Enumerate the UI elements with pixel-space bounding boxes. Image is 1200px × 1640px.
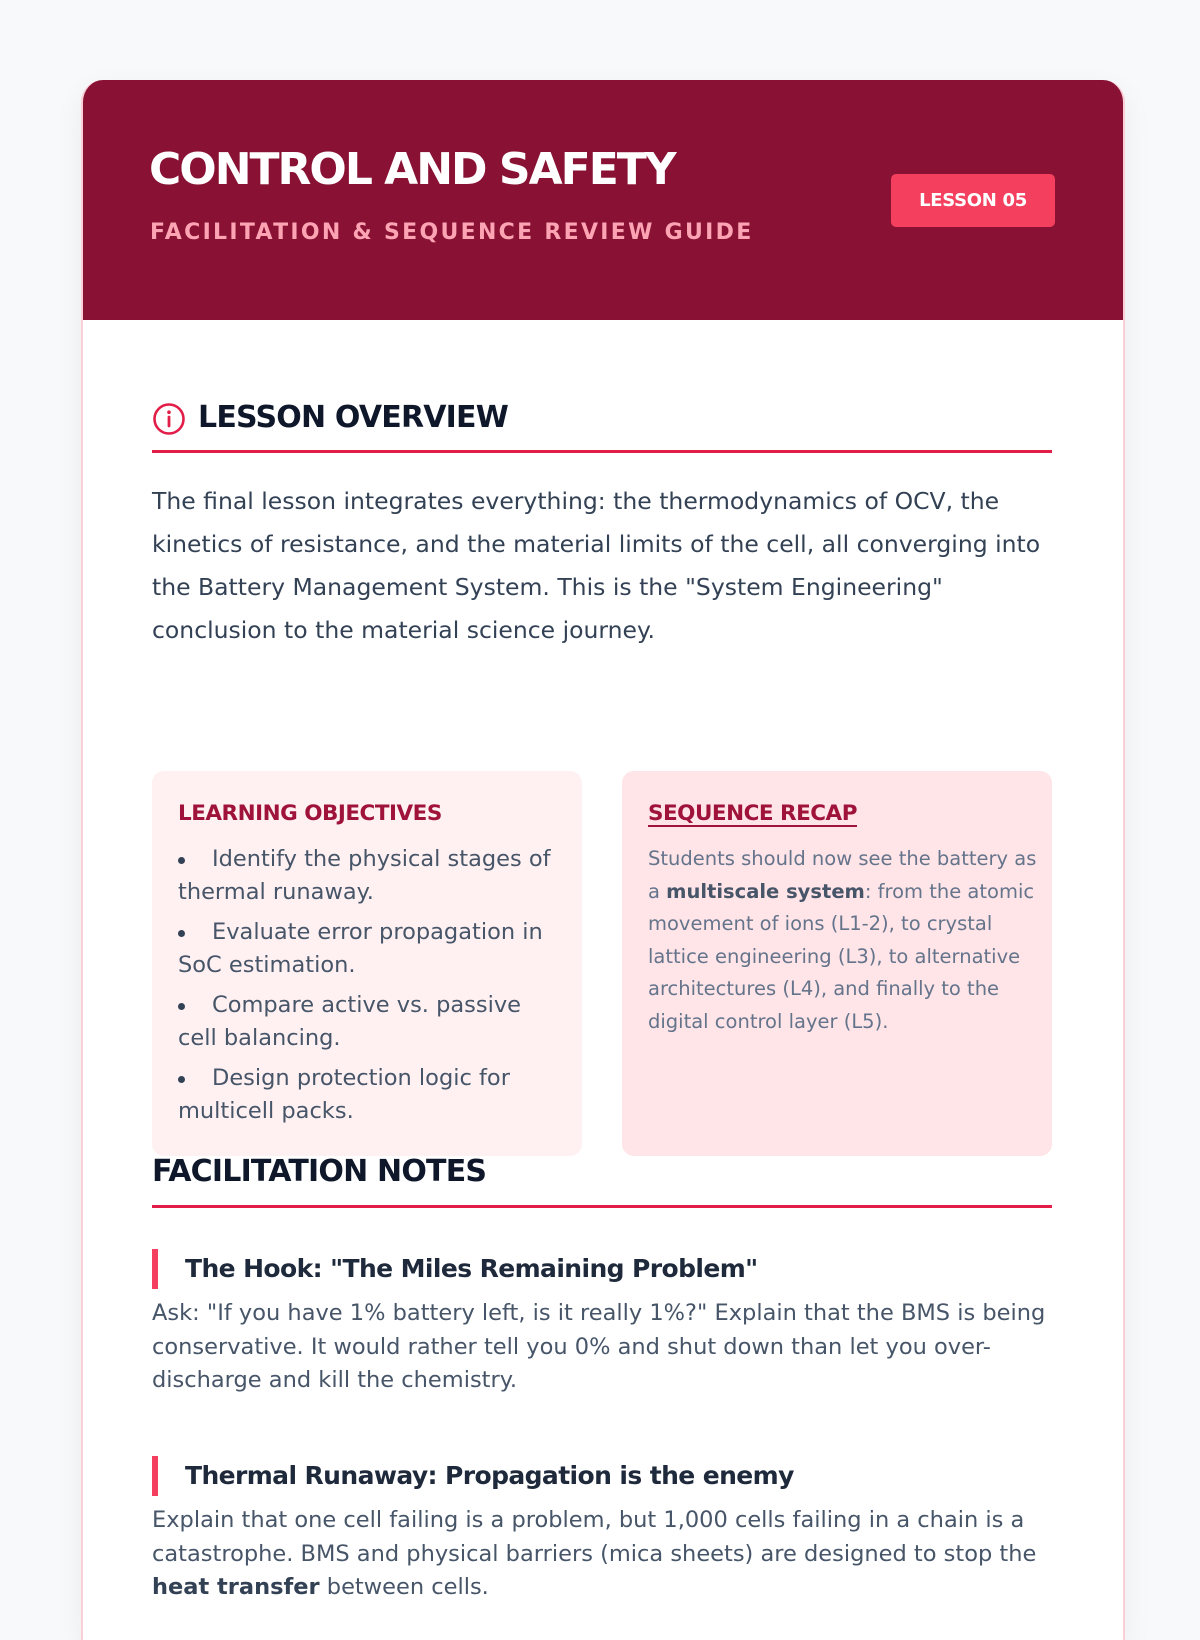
lesson-guide-card — [81, 80, 1125, 1640]
facilitation-section-header — [152, 1145, 1052, 1208]
learning-objectives-list — [178, 843, 558, 1135]
note-emphasis: heat transfer — [152, 1574, 320, 1600]
sequence-recap-title: SEQUENCE RECAP — [648, 801, 857, 826]
facilitation-note — [152, 1249, 1052, 1398]
recap-emphasis: multiscale system — [666, 879, 865, 903]
note-text: Ask: "If you have 1% battery left, is it really 1%?" Explain that the BMS is being conservative. It would rather tell you 0% and shut down than let you over-discharge and kill the chemistry. — [152, 1300, 1046, 1393]
note-title: The Hook: "The Miles Remaining Problem" — [185, 1254, 758, 1283]
sequence-recap-text — [648, 843, 1038, 1038]
objective-item: Evaluate error propagation in SoC estimation. — [178, 916, 558, 982]
note-title: Thermal Runaway: Propagation is the enemy — [185, 1461, 794, 1490]
sequence-recap-box — [622, 771, 1052, 1156]
objective-item: Identify the physical stages of thermal runaway. — [178, 843, 558, 909]
lesson-badge: LESSON 05 — [891, 174, 1055, 227]
header-banner — [83, 80, 1123, 320]
overview-paragraph: The final lesson integrates everything: the thermodynamics of OCV, the kinetics of resistance, and the material limits of the cell, all converging into the Battery Management System. This is the "System Engineering" conclusion to the material science journey. — [152, 487, 1041, 644]
recap-text-end: : from the atomic movement of ions (L1-2), to crystal lattice engineering (L3), to alternative architectures (L4), and finally to the digital control layer (L5). — [648, 879, 1035, 1033]
note-heading — [152, 1249, 1052, 1289]
info-icon — [152, 402, 186, 436]
objective-item: Design protection logic for multicell packs. — [178, 1062, 558, 1128]
page-subtitle: FACILITATION & SEQUENCE REVIEW GUIDE — [150, 220, 754, 245]
note-text-end: between cells. — [319, 1574, 489, 1600]
note-heading — [152, 1456, 1052, 1496]
facilitation-note — [152, 1456, 1052, 1605]
overview-section-header — [152, 392, 1052, 453]
note-text-start: Explain that one cell failing is a problem, but 1,000 cells failing in a chain is a catastrophe. BMS and physical barriers (mica sheets) are designed to stop the — [152, 1507, 1037, 1567]
learning-objectives-box — [152, 771, 582, 1156]
overview-heading: LESSON OVERVIEW — [198, 400, 509, 435]
recap-text-start: Students should now see the battery as a — [648, 847, 1037, 903]
note-text — [152, 1504, 1052, 1605]
objective-item: Compare active vs. passive cell balancing. — [178, 989, 558, 1055]
learning-objectives-title: LEARNING OBJECTIVES — [178, 801, 442, 826]
facilitation-heading: FACILITATION NOTES — [152, 1154, 487, 1189]
page-title: CONTROL AND SAFETY — [149, 144, 675, 195]
